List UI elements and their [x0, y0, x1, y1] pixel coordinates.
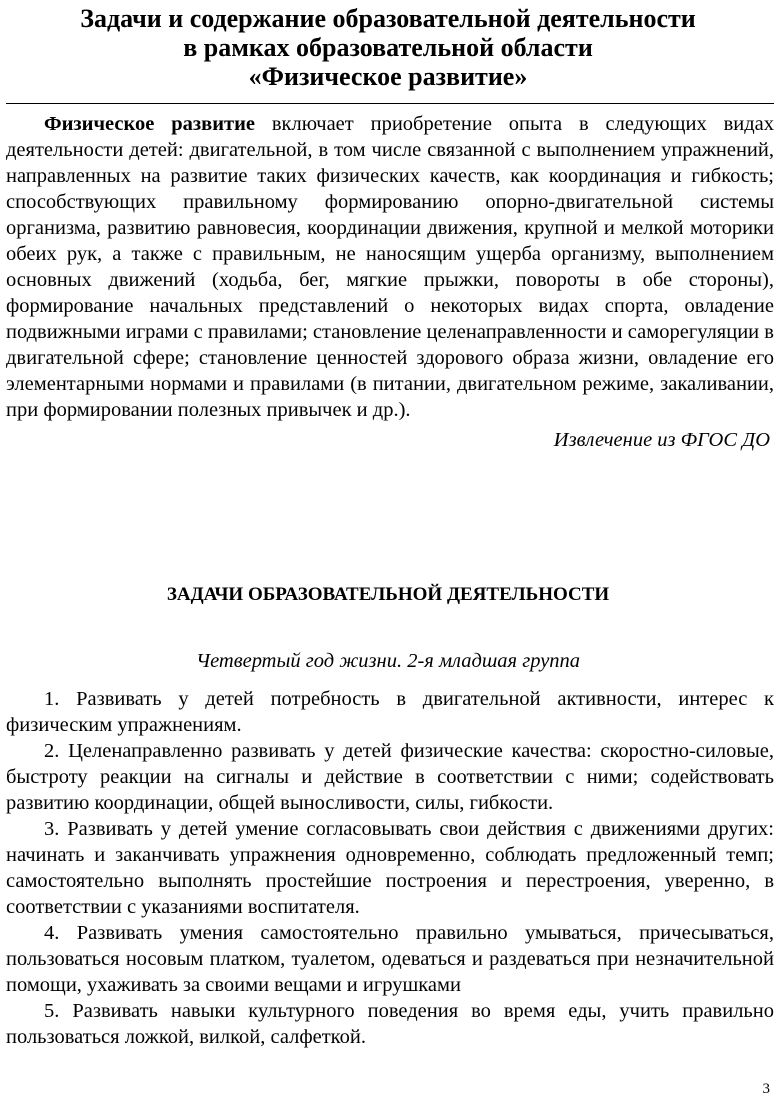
task-item: 1. Развивать у детей потребность в двигательной активности, интерес к физическим упражнениям.: [6, 688, 774, 736]
age-group-subheading: Четвертый год жизни. 2-я младшая группа: [195, 650, 581, 672]
title-line-2: в рамках образовательной области: [183, 33, 593, 62]
task-item: 3. Развивать у детей умение согласовывать свои действия с движениями других: начинать и заканчивать упражнения одновременно, соблюдать предложенный темп; самостоятельно выполнять простейшие построения и перестроения, уверенно, в соответствии с указаниями воспитателя.: [6, 818, 774, 918]
intro-term: Физическое развитие: [44, 113, 255, 135]
intro-text: включает приобретение опыта в следующих видах деятельности детей: двигательной, в том числе связанной с выполнением упражнений, направленных на развитие таких физических качеств, как координация и гибкость; способствующих правильному формированию опорно-двигательной системы организма, развитию равновесия, координации движения, крупной и мелкой моторики обеих рук, а также с правильным, не наносящим ущерба организму, выполнением основных движений (ходьба, бег, мягкие прыжки, повороты в обе стороны), формирование начальных представлений о некоторых видах спорта, овладение подвижными играми с правилами; становление целенаправленности и саморегуляции в двигательной сфере; становление ценностей здорового образа жизни, овладение его элементарными нормами и правилами (в питании, двигательном режиме, закаливании, при формировании полезных привычек и др.).: [6, 113, 774, 421]
section-heading: ЗАДАЧИ ОБРАЗОВАТЕЛЬНОЙ ДЕЯТЕЛЬНОСТИ: [166, 584, 610, 605]
task-item: 5. Развивать навыки культурного поведения во время еды, учить правильно пользоваться ложкой, вилкой, салфеткой.: [6, 1000, 774, 1048]
title-line-1: Задачи и содержание образовательной деятельности: [80, 4, 696, 33]
task-list: [6, 686, 774, 1050]
source-citation: Извлечение из ФГОС ДО: [553, 429, 770, 451]
title-line-3: «Физическое развитие»: [248, 62, 528, 91]
title-divider: [6, 103, 774, 104]
task-item: 4. Развивать умения самостоятельно правильно умываться, причесываться, пользоваться носовым платком, туалетом, одеваться и раздеваться при незначительной помощи, ухаживать за своими вещами и игрушками: [6, 922, 774, 996]
task-item: 2. Целенаправленно развивать у детей физические качества: скоростно-силовые, быстроту реакции на сигналы и действие в соответствии с ними; содействовать развитию координации, общей выносливости, силы, гибкости.: [6, 740, 774, 814]
page-title: [0, 4, 776, 91]
intro-paragraph: [6, 111, 774, 423]
page-number: 3: [762, 1081, 770, 1097]
